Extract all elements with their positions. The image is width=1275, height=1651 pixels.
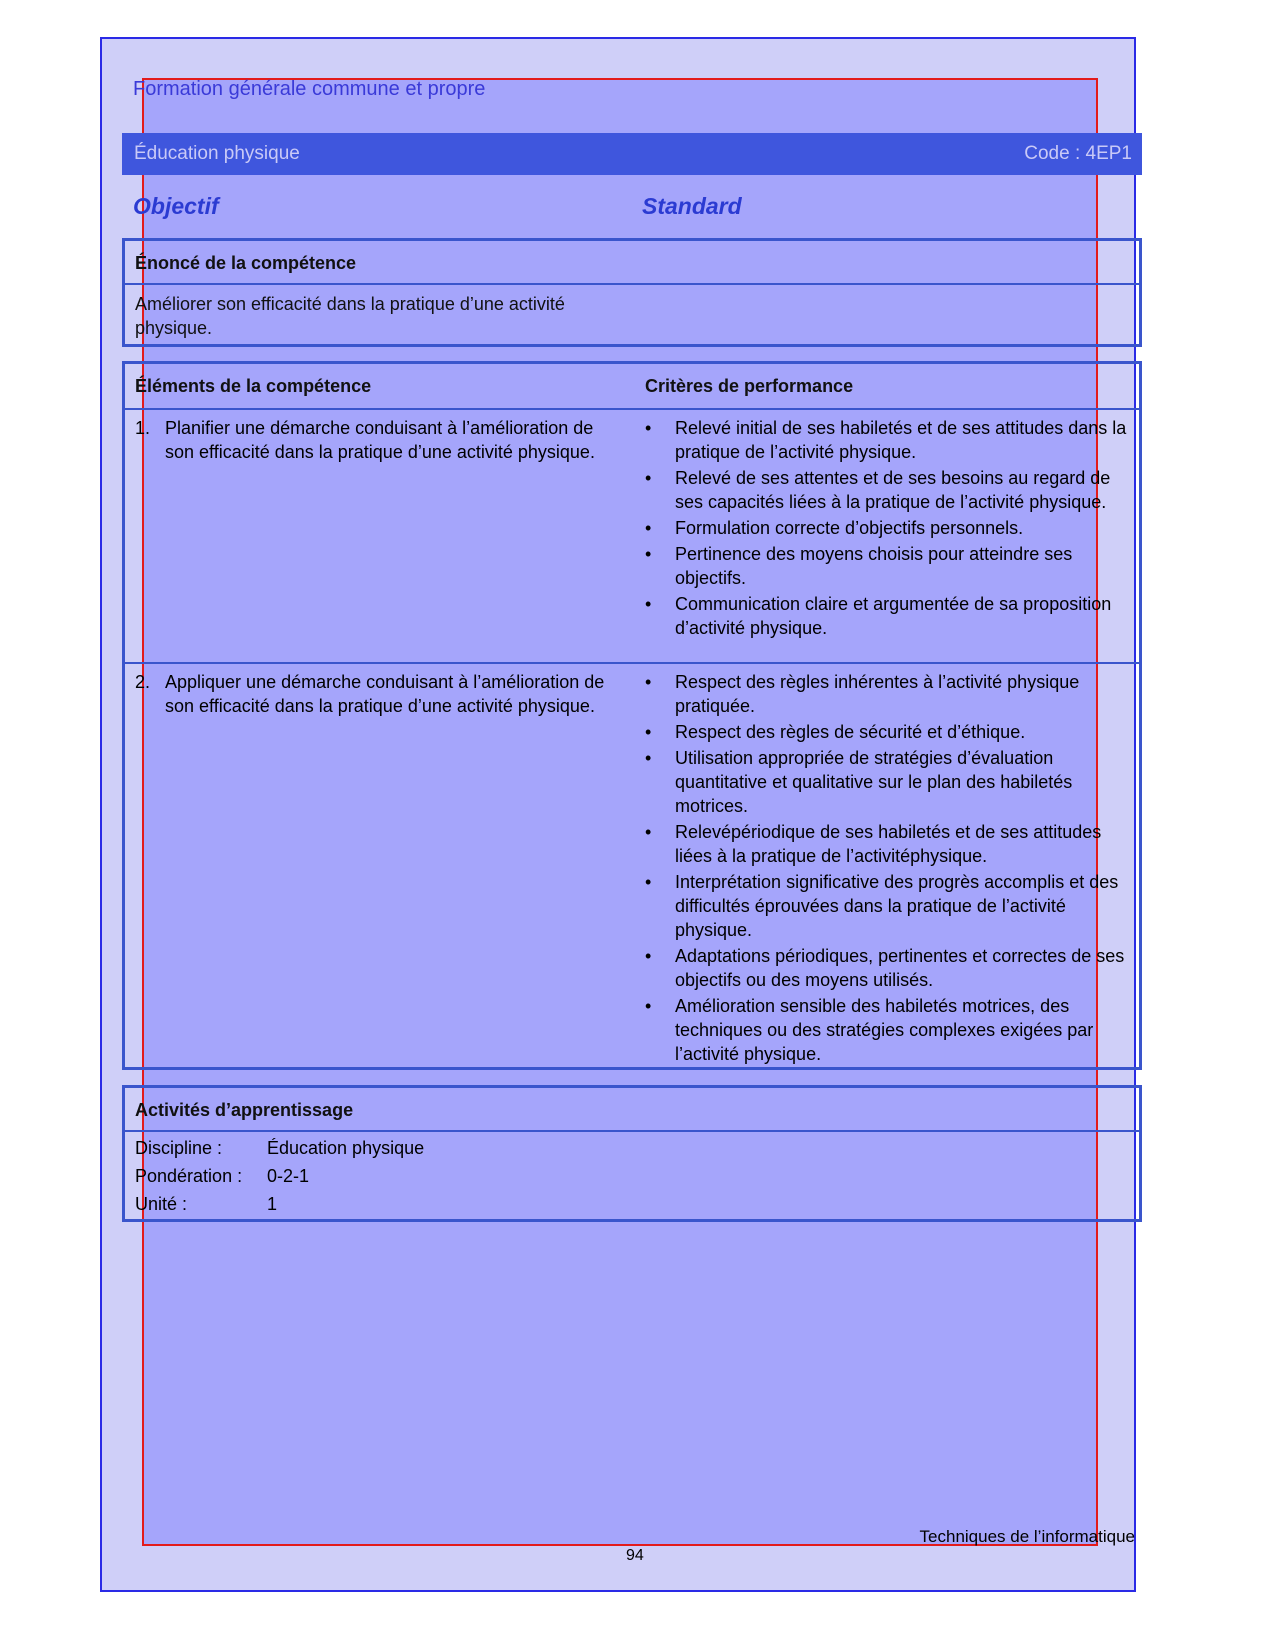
unite-label: Unité :	[135, 1194, 188, 1214]
element-text: Appliquer une démarche conduisant à l’amélioration de son efficacité dans la pratique d’une activité physique.	[165, 672, 605, 716]
element-text: Planifier une démarche conduisant à l’amélioration de son efficacité dans la pratique d’une activité physique.	[165, 418, 595, 462]
criterion-item: • Relevépériodique de ses habiletés et de ses attitudes liées à la pratique de l’activitéphysique.	[645, 822, 1102, 866]
divider	[125, 662, 1139, 664]
element-number: 2.	[135, 672, 151, 692]
ponderation-row	[135, 1166, 309, 1187]
ponderation-label: Pondération :	[135, 1166, 243, 1186]
criteria-title: Critères de performance	[645, 376, 854, 396]
subject-bar	[122, 133, 1142, 175]
competence-statement: Améliorer son efficacité dans la pratique d’une activité physique.	[135, 294, 565, 338]
element-2	[135, 670, 605, 718]
competence-box	[122, 238, 1142, 347]
section-header: Formation générale commune et propre	[133, 78, 486, 100]
criteria-list-1	[645, 416, 1135, 642]
bullet-icon: •	[645, 544, 652, 564]
criterion-item: • Adaptations périodiques, pertinentes et correctes de ses objectifs ou des moyens utilisés.	[645, 946, 1125, 990]
discipline-value: Éducation physique	[267, 1138, 425, 1158]
bullet-icon: •	[645, 672, 652, 692]
criterion-item: • Communication claire et argumentée de sa proposition d’activité physique.	[645, 594, 1112, 638]
standard-heading: Standard	[642, 193, 742, 219]
discipline-row	[135, 1138, 424, 1159]
criterion-item: • Relevé de ses attentes et de ses besoins au regard de ses capacités liées à la pratique de l’activité physique.	[645, 468, 1111, 512]
elements-title: Éléments de la compétence	[135, 376, 372, 396]
bullet-icon: •	[645, 518, 652, 538]
criterion-item: • Relevé initial de ses habiletés et de ses attitudes dans la pratique de l’activité physique.	[645, 418, 1127, 462]
objectif-heading: Objectif	[133, 193, 219, 219]
criteria-list-2	[645, 670, 1135, 1068]
divider	[125, 283, 1139, 285]
criterion-item: • Pertinence des moyens choisis pour atteindre ses objectifs.	[645, 544, 1073, 588]
course-code: Code : 4EP1	[1024, 143, 1132, 164]
bullet-icon: •	[645, 468, 652, 488]
bullet-icon: •	[645, 996, 652, 1016]
bullet-icon: •	[645, 418, 652, 438]
footer-program: Techniques de l’informatique	[919, 1527, 1135, 1546]
bullet-icon: •	[645, 722, 652, 742]
unite-value: 1	[267, 1194, 278, 1214]
element-number: 1.	[135, 418, 151, 438]
ponderation-value: 0-2-1	[267, 1166, 310, 1186]
element-1	[135, 416, 605, 464]
criterion-item: • Amélioration sensible des habiletés motrices, des techniques ou des stratégies complexes exigées par l’activité physique.	[645, 996, 1094, 1064]
page-number: 94	[626, 1547, 644, 1564]
bullet-icon: •	[645, 872, 652, 892]
criterion-item: • Respect des règles de sécurité et d’éthique.	[645, 722, 1026, 742]
divider	[125, 408, 1139, 410]
activities-title: Activités d’apprentissage	[135, 1100, 354, 1120]
criterion-item: • Utilisation appropriée de stratégies d’évaluation quantitative et qualitative sur le plan des habiletés motrices.	[645, 748, 1073, 816]
bullet-icon: •	[645, 946, 652, 966]
criterion-item: • Interprétation significative des progrès accomplis et des difficultés éprouvées dans la pratique de l’activité physique.	[645, 872, 1119, 940]
criterion-item: • Formulation correcte d’objectifs personnels.	[645, 518, 1024, 538]
unite-row	[135, 1194, 277, 1215]
subject-title: Éducation physique	[134, 143, 300, 164]
bullet-icon: •	[645, 594, 652, 614]
discipline-label: Discipline :	[135, 1138, 223, 1158]
bullet-icon: •	[645, 748, 652, 768]
competence-title: Énoncé de la compétence	[135, 253, 357, 273]
elements-box	[122, 361, 1142, 1070]
divider	[125, 1130, 1139, 1132]
bullet-icon: •	[645, 822, 652, 842]
activities-box	[122, 1085, 1142, 1222]
criterion-item: • Respect des règles inhérentes à l’activité physique pratiquée.	[645, 672, 1080, 716]
